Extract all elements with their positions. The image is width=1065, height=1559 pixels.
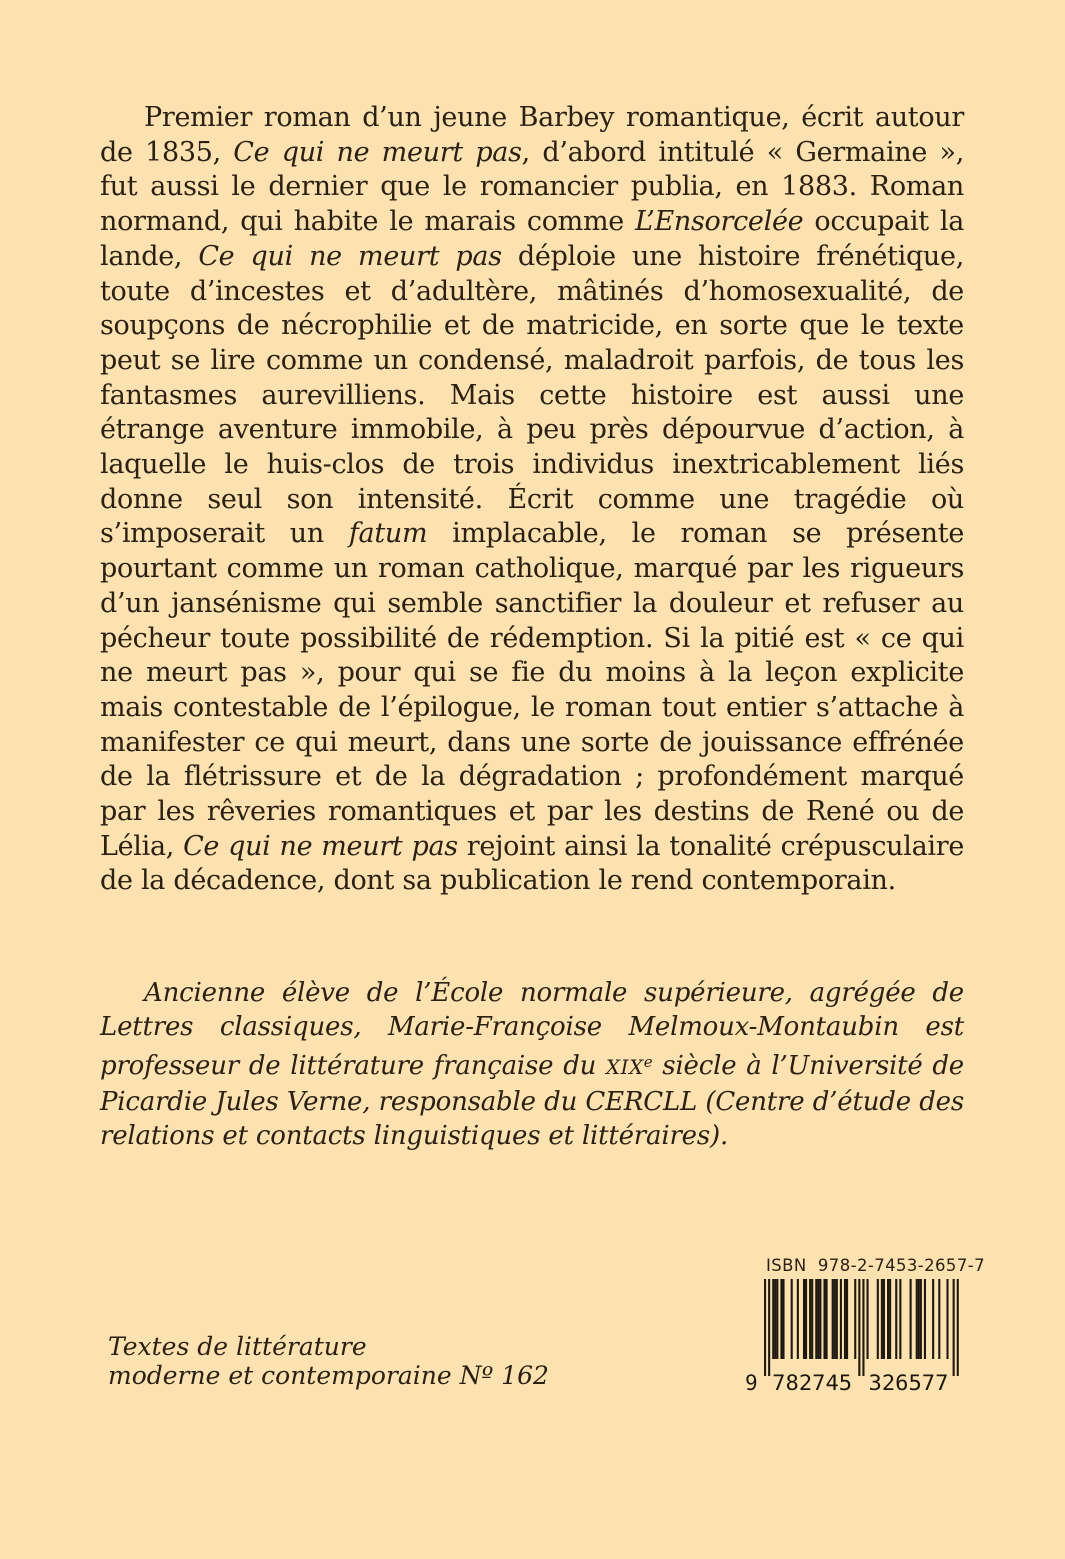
text-run: fatum: [348, 518, 428, 550]
text-run: rejoint ainsi la tonalité crépusculaire de la décadence, dont sa publication le rend contemporain.: [100, 830, 964, 897]
barcode-digits: [745, 1371, 948, 1393]
collection-line-2: moderne et contemporaine Nº 162: [108, 1361, 549, 1390]
ean13-barcode: [742, 1279, 966, 1393]
text-run: , d’abord intitulé « Germaine », fut aussi le dernier que le romancier publia, en 1883. Roman normand, qui habite le marais comme: [100, 136, 964, 238]
blurb-paragraph: [100, 101, 964, 899]
text-run: Ce qui ne meurt pas: [198, 240, 502, 272]
text-run: siècle à l’Université de Picardie Jules Verne, responsable du CERCLL (Centre d’étude des relations et contacts linguistiques et littéraires).: [100, 1050, 964, 1151]
author-bio-paragraph: [100, 976, 964, 1153]
isbn-block: [742, 1256, 985, 1393]
text-run: Ce qui ne meurt pas: [183, 830, 458, 862]
text-run: Premier roman d’un jeune Barbey romantique, écrit autour de 1835,: [100, 102, 964, 168]
text-run: occupait la lande,: [100, 206, 964, 272]
isbn-label: ISBN 978-2-7453-2657-7: [766, 1256, 985, 1275]
text-run: e: [643, 1052, 653, 1071]
text-run: XIX: [606, 1055, 644, 1079]
text-run: déploie une histoire frénétique, toute d’incestes et d’adultère, mâtinés d’homosexualité, de soupçons de nécrophilie et de matricide, en sorte que le texte peut se lire comme un condensé, maladroit parfois, de tous les fantasmes aurevilliens. Mais cette histoire est aussi une étrange aventure immobile, à peu près dépourvue d’action, à laquelle le huis-clos de trois individus inextricablement liés donne seul son intensité. Écrit comme une tragédie où s’imposerait un: [100, 240, 964, 550]
collection-title: [108, 1332, 549, 1390]
collection-line-1: Textes de littérature: [108, 1332, 367, 1361]
barcode-digit-group: 782745: [772, 1371, 853, 1393]
text-run: implacable, le roman se présente pourtant comme un roman catholique, marqué par les rigueurs d’un jansénisme qui semble sanctifier la douleur et refuser au pécheur toute possibilité de rédemption. Si la pitié est « ce qui ne meurt pas », pour qui se fie du moins à la leçon explicite mais contestable de l’épilogue, le roman tout entier s’attache à manifester ce qui meurt, dans une sorte de jouissance effrénée de la flétrissure et de la dégradation ; profondément marqué par les rêveries romantiques et par les destins de René ou de Lélia,: [100, 518, 964, 862]
barcode-digit-group: 326577: [868, 1371, 949, 1393]
text-run: Ancienne élève de l’École normale supérieure, agrégée de Lettres classiques, Marie-Françoise Melmoux-Montaubin est professeur de littérature française du: [100, 978, 964, 1081]
barcode-bars: [764, 1279, 959, 1376]
barcode-digit-group: 9: [745, 1371, 758, 1393]
text-run: Ce qui ne meurt pas: [233, 136, 522, 168]
text-run: L’Ensorcelée: [635, 206, 804, 238]
